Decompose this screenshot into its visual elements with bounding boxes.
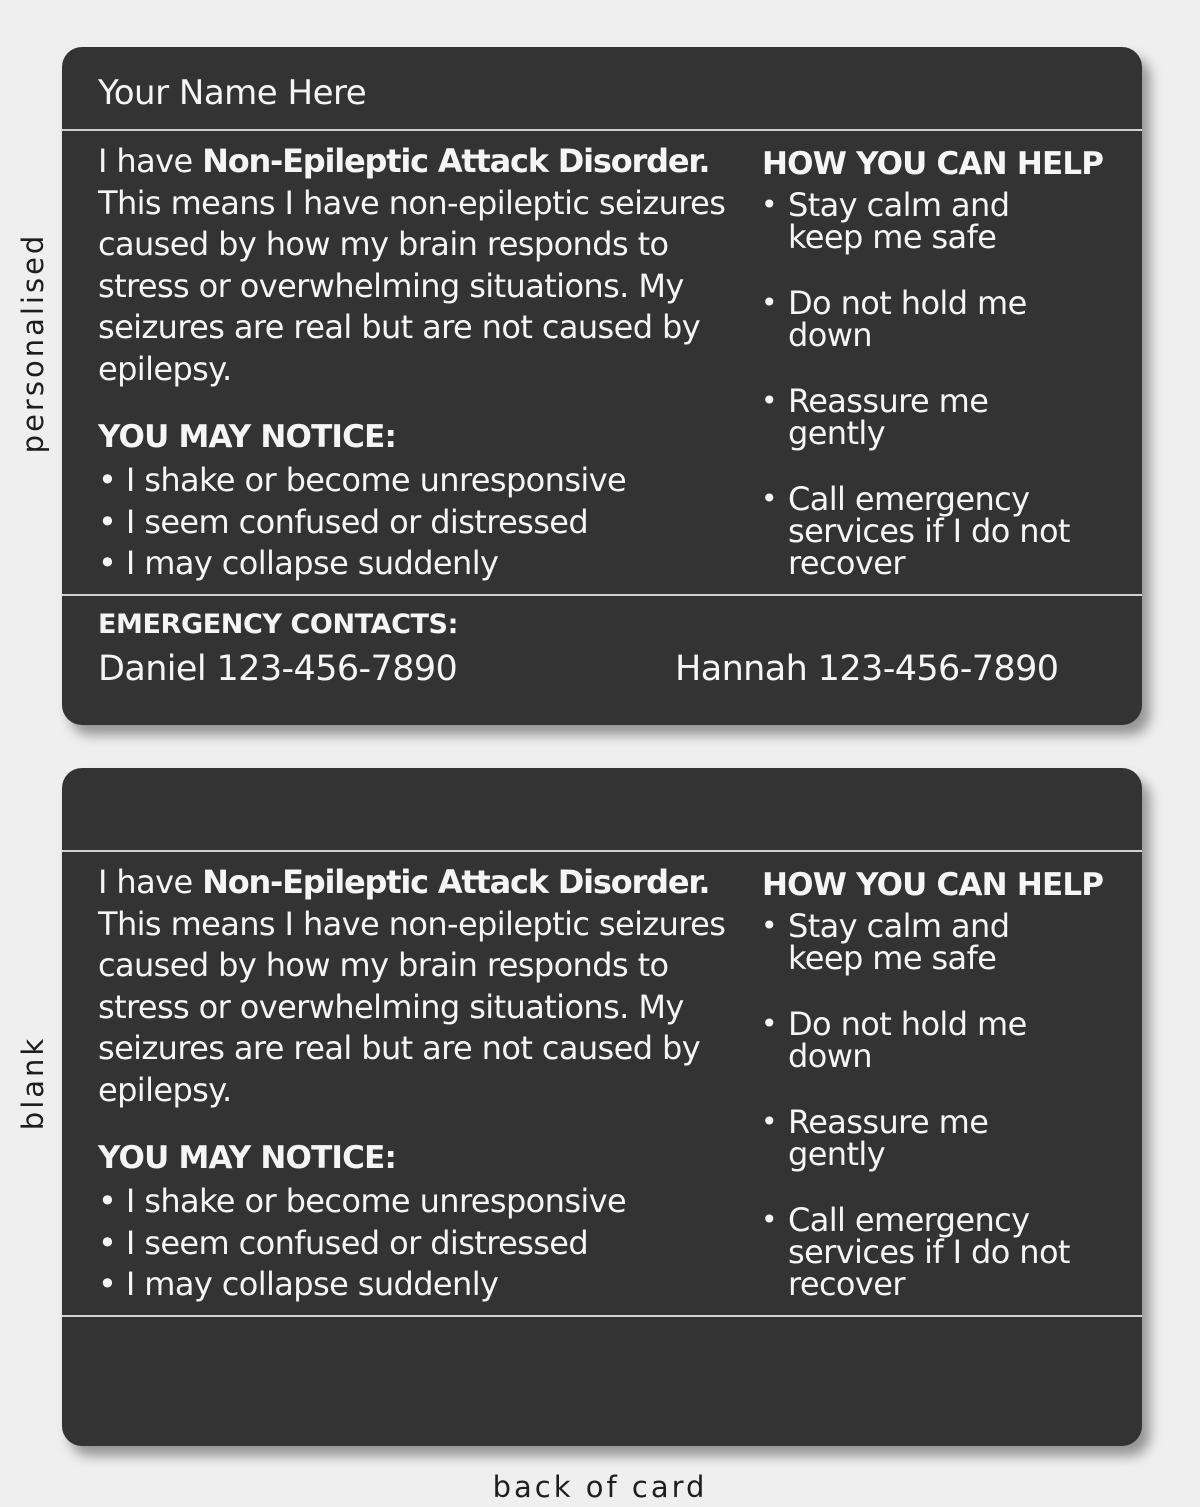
personalised-card (62, 47, 1142, 725)
help-item: • Stay calm and keep me safe (788, 910, 1088, 974)
footer-divider (62, 1315, 1142, 1317)
blank-card (62, 768, 1142, 1446)
help-item: • Reassure me gently (788, 385, 1088, 449)
notice-item: • I may collapse suddenly (98, 1265, 499, 1304)
header-divider (62, 129, 1142, 131)
notice-item: • I shake or become unresponsive (98, 1182, 627, 1220)
condition-description (98, 141, 758, 391)
notice-list (98, 1181, 626, 1306)
back-of-card-caption: back of card (492, 1470, 708, 1504)
intro-prefix: I have (98, 863, 203, 901)
intro-text: This means I have non-epileptic seizures caused by how my brain responds to stress or overwhelming situations. My seizures are real but are not caused by epilepsy. (98, 183, 726, 388)
condition-name: Non-Epileptic Attack Disorder. (202, 142, 710, 180)
condition-name: Non-Epileptic Attack Disorder. (202, 863, 710, 901)
notice-item: • I seem confused or distressed (98, 502, 589, 541)
notice-heading: YOU MAY NOTICE: (98, 1140, 397, 1176)
notice-item: • I may collapse suddenly (98, 544, 499, 583)
intro-text: This means I have non-epileptic seizures caused by how my brain responds to stress or overwhelming situations. My seizures are real but are not caused by epilepsy. (98, 904, 726, 1109)
notice-item: • I shake or become unresponsive (98, 461, 627, 499)
notice-heading: YOU MAY NOTICE: (98, 419, 397, 455)
help-item: • Call emergency services if I do not recover (788, 483, 1088, 579)
blank-label: blank (16, 1035, 50, 1131)
header-divider (62, 850, 1142, 852)
emergency-contacts-heading: EMERGENCY CONTACTS: (98, 609, 458, 640)
intro-prefix: I have (98, 142, 203, 180)
help-item: • Do not hold me down (788, 1008, 1088, 1072)
personalised-label: personalised (16, 232, 50, 454)
help-heading: HOW YOU CAN HELP (762, 867, 1104, 903)
help-item: • Call emergency services if I do not recover (788, 1204, 1088, 1300)
help-item: • Do not hold me down (788, 287, 1088, 351)
notice-item: • I seem confused or distressed (98, 1223, 589, 1262)
help-item: • Stay calm and keep me safe (788, 189, 1088, 253)
cardholder-name: Your Name Here (98, 73, 367, 113)
help-heading: HOW YOU CAN HELP (762, 146, 1104, 182)
contact-hannah: Hannah 123-456-7890 (675, 649, 1059, 689)
condition-description (98, 862, 758, 1112)
help-item: • Reassure me gently (788, 1106, 1088, 1170)
contact-daniel: Daniel 123-456-7890 (98, 649, 458, 689)
notice-list (98, 460, 626, 585)
footer-divider (62, 594, 1142, 596)
